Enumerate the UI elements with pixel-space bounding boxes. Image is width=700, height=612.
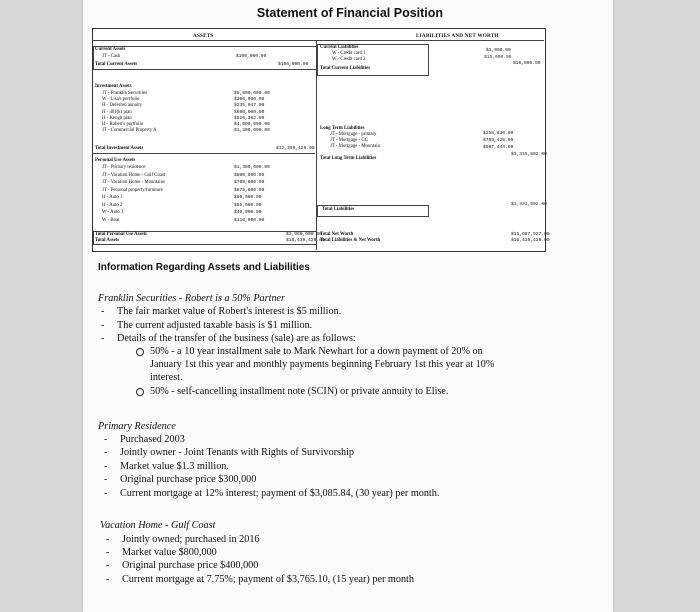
- asset-item-label: H - Keogh plan: [102, 115, 132, 121]
- asset-item-label: H - Auto 2: [102, 202, 123, 208]
- net-worth-label: Total Net Worth: [320, 232, 354, 237]
- current-assets-label: Current Assets: [95, 47, 126, 52]
- asset-item-label: W - Lisa's portfolio: [102, 97, 140, 103]
- asset-item-label: H - Deferred annuity: [102, 103, 143, 109]
- investment-assets-label: Investment Assets: [95, 84, 132, 89]
- vacation-bullet: Jointly owned; purchased in 2016: [122, 534, 260, 545]
- total-personal-label: Total Personal Use Assets: [95, 232, 147, 237]
- franklin-bullet: Details of the transfer of the business (sale) are as follows:: [117, 333, 356, 344]
- asset-item-label: JT - Commercial Property A: [102, 128, 157, 134]
- sub-bullet-line: 50% - self-cancelling installment note (SCIN) or private annuity to Elise.: [150, 386, 449, 397]
- asset-item-label: H - 401(k) plan: [102, 109, 132, 115]
- asset-item-label: JT - Primary residence: [102, 165, 146, 170]
- asset-item-value: $800,000.00: [234, 172, 265, 178]
- total-personal-value: $3,960,000.00: [286, 232, 322, 237]
- primary-heading: Primary Residence: [98, 421, 176, 432]
- liability-item-label: JT - Mortgage - Mountain: [330, 144, 381, 149]
- info-heading: Information Regarding Assets and Liabilities: [98, 262, 310, 273]
- total-long-term-value: $1,315,502.00: [511, 152, 547, 157]
- current-liabilities-label: Current Liabilities: [320, 45, 359, 50]
- franklin-bullet: The current adjusted taxable basis is $1 million.: [117, 320, 313, 331]
- assets-header: ASSETS: [193, 33, 214, 39]
- liability-item-value: $1,000.00: [486, 48, 511, 53]
- asset-item-label: JT - Vacation Home - Mountains: [102, 180, 165, 185]
- total-current-liabilities-value: $16,000.00: [513, 61, 541, 66]
- liability-item-label: JT - Mortgage - primary: [330, 132, 377, 137]
- asset-item-value: $1,300,000.00: [234, 128, 270, 134]
- asset-item-value: $110,000.00: [234, 217, 265, 223]
- asset-item-label: JT - Franklin Securities: [102, 91, 148, 96]
- total-liab-nw-label: Total Liabilities & Net Worth: [320, 238, 381, 243]
- liability-item-label: W - Credit card 2: [332, 57, 366, 62]
- franklin-bullet: The fair market value of Robert's interest is $5 million.: [117, 306, 342, 317]
- asset-item-value: $235,047.00: [234, 103, 265, 109]
- asset-item-value: $55,000.00: [234, 202, 262, 208]
- liabilities-header: LIABILITIES AND NET WORTH: [416, 33, 499, 39]
- total-current-assets-value: $100,000.00: [278, 62, 309, 67]
- sub-bullet-line: January 1st this year and monthly payments beginning February 1st this year at 10%: [150, 359, 495, 370]
- asset-item-value: $40,000.00: [234, 210, 262, 215]
- sub-bullet-line: 50% - a 10 year installment sale to Mark Newhart for a down payment of 20% on: [150, 346, 483, 357]
- asset-item-value: $4,000,000.00: [234, 122, 270, 127]
- asset-item-label: JT - Vacation Home - Gulf Coast: [102, 172, 166, 178]
- asset-item-value: $1,300,000.00: [234, 165, 270, 170]
- personal-assets-label: Personal Use Assets: [95, 158, 136, 163]
- total-assets-value: $16,419,429.00: [286, 238, 325, 243]
- total-current-liabilities-label: Total Current Liabilities: [320, 66, 371, 71]
- vacation-heading: Vacation Home - Gulf Coast: [100, 520, 216, 531]
- total-long-term-label: Total Long Term Liabilities: [320, 156, 377, 161]
- asset-item-value: $526,382.00: [234, 115, 265, 121]
- vacation-bullet: Market value $800,000: [122, 547, 217, 559]
- asset-item-label: W - Auto 3: [102, 210, 124, 215]
- primary-bullet: Market value $1.3 million.: [120, 460, 229, 472]
- liability-item-value: $258,630.00: [483, 131, 514, 136]
- circle-bullet-icon: [136, 348, 144, 356]
- total-investment-value: $12,359,429.00: [276, 146, 315, 151]
- total-assets-label: Total Assets: [95, 238, 120, 243]
- total-liabilities-label: Total Liabilities: [322, 207, 355, 212]
- asset-item-value: $600,000.00: [234, 109, 265, 115]
- asset-item-label: H - Robert's portfolio: [102, 122, 144, 127]
- liability-item-label: W - Credit card 1: [332, 51, 366, 56]
- asset-item-value: $700,000.00: [234, 180, 265, 185]
- total-liabilities-value: $1,331,502.00: [511, 202, 547, 207]
- primary-bullet: Purchased 2003: [120, 434, 185, 445]
- circle-bullet-icon: [136, 388, 144, 396]
- primary-bullet: Current mortgage at 12% interest; payment of $3,085.84, (30 year) per month.: [120, 487, 440, 499]
- primary-bullet: Original purchase price $300,000: [120, 474, 257, 486]
- franklin-heading: Franklin Securities - Robert is a 50% Partner: [98, 293, 286, 304]
- asset-item-value: $100,000.00: [236, 54, 267, 59]
- net-worth-value: $15,087,927.00: [511, 232, 550, 237]
- total-liab-nw-value: $16,419,429.00: [511, 238, 550, 243]
- long-term-liabilities-label: Long Term Liabilities: [320, 126, 365, 131]
- sub-bullet-line: interest.: [150, 372, 183, 383]
- liability-item-value: $687,444.00: [483, 145, 514, 150]
- asset-item-value: $5,000,000.00: [234, 91, 270, 96]
- liability-item-label: JT - Mortgage - GC: [330, 138, 369, 143]
- asset-item-label: JT - Cash: [102, 54, 121, 59]
- vacation-bullet: Original purchase price $400,000: [122, 560, 259, 572]
- liability-item-value: $15,000.00: [484, 55, 512, 60]
- total-investment-label: Total Investment Assets: [95, 146, 144, 151]
- asset-item-label: W - Boat: [102, 217, 120, 223]
- asset-item-value: $80,000.00: [234, 195, 262, 200]
- primary-bullet: Jointly owner - Joint Tenants with Rights of Survivorship: [120, 447, 354, 459]
- vacation-bullet: Current mortgage at 7.75%; payment of $3,765.10, (15 year) per month: [122, 573, 414, 585]
- statement-title: Statement of Financial Position: [256, 6, 444, 20]
- asset-item-label: H - Auto 1: [102, 195, 123, 200]
- asset-item-label: JT - Personal property/furniture: [102, 187, 163, 193]
- asset-item-value: $875,000.00: [234, 187, 265, 193]
- total-current-assets-label: Total Current Assets: [95, 62, 138, 67]
- liability-item-value: $769,428.00: [483, 138, 514, 143]
- asset-item-value: $300,000.00: [234, 97, 265, 103]
